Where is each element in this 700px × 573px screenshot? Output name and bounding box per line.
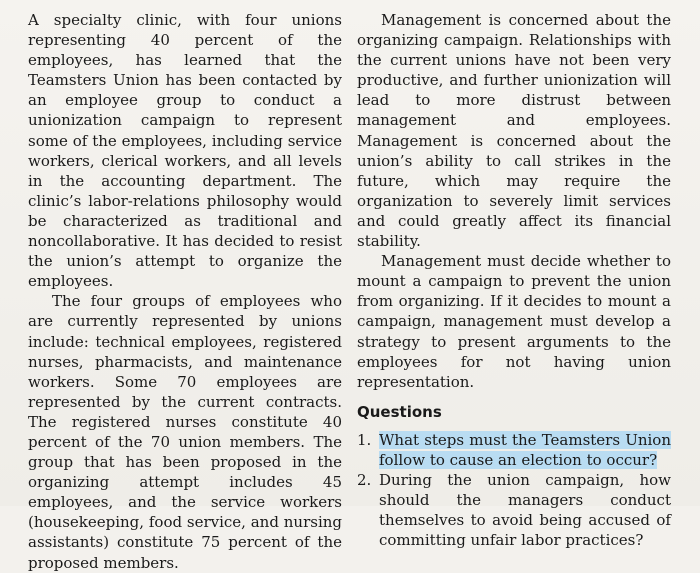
management-concern-paragraph: Management is concerned about the organizing campaign. Relationships with the current unions have not been very productive, and further unionization will lead to more distrust between management and employees. Management is concerned about the union’s ability to call strikes in the future, which may require the organization to severely limit services and could greatly affect its financial stability. xyxy=(357,11,671,251)
question-text: During the union campaign, how should the managers conduct themselves to avoid being accused of committing unfair labor practices? xyxy=(379,471,671,550)
right-column xyxy=(357,10,671,550)
question-item xyxy=(357,430,671,470)
management-decision-paragraph: Management must decide whether to mount a campaign to prevent the union from organizing. If it decides to mount a campaign, management must develop a strategy to present arguments to the employees for not having union representation. xyxy=(357,252,671,391)
question-number: 1. xyxy=(357,430,372,449)
question-number: 2. xyxy=(357,471,372,490)
left-column xyxy=(28,10,342,573)
questions-heading: Questions xyxy=(357,402,442,421)
intro-paragraph: A specialty clinic, with four unions representing 40 percent of the employees, has learned that the Teamsters Union has been contacted by an employee group to conduct a unionization campaign to represent some of the employees, including service workers, clerical workers, and all levels in the accounting department. The clinic’s labor-relations philosophy would be characterized as traditional and noncollaborative. It has decided to resist the union’s attempt to organize the employees. xyxy=(28,11,342,291)
questions-list xyxy=(357,430,671,551)
question-text-highlighted[interactable]: What steps must the Teamsters Union follow to cause an election to occur? xyxy=(379,430,671,469)
union-groups-paragraph: The four groups of employees who are currently represented by unions include: technical employees, registered nurses, pharmacists, and maintenance workers. Some 70 employees are represented by the current contracts. The registered nurses constitute 40 percent of the 70 union members. The group that has been proposed in the organizing attempt includes 45 employees, and the service workers (housekeeping, food service, and nursing assistants) constitute 75 percent of the proposed members. xyxy=(28,292,342,572)
question-item xyxy=(357,470,671,550)
